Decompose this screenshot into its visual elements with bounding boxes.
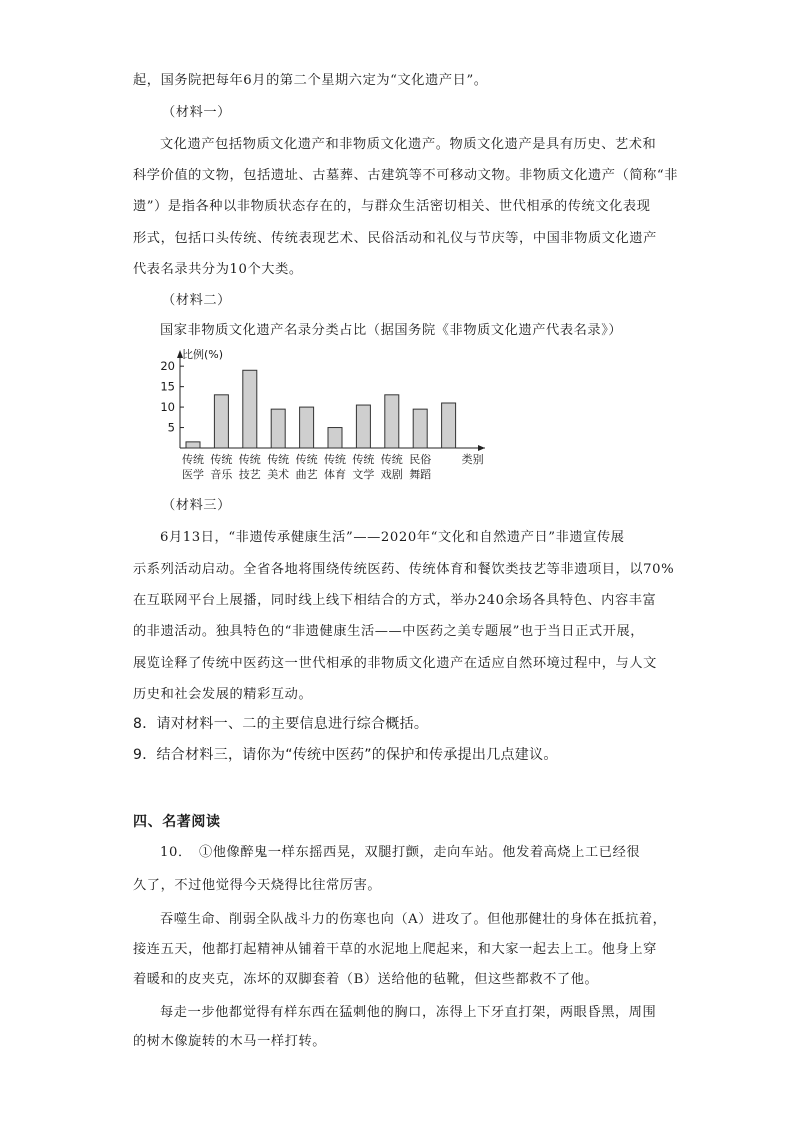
text-line: 吞噬生命、削弱全队战斗力的伤寒也向（A）进攻了。但他那健壮的身体在抵抗着， — [160, 912, 667, 927]
material-heading: （材料一） — [162, 105, 231, 120]
bar — [356, 405, 370, 448]
text-line: 示系列活动启动。全省各地将围绕传统医药、传统体育和餐饮类技艺等非遗项目，以70% — [133, 562, 675, 577]
category-label: 民俗 — [409, 453, 432, 466]
bar — [328, 428, 342, 448]
category-label: 传统 — [238, 453, 261, 466]
text-line: 久了，不过他觉得今天烧得比往常厉害。 — [133, 878, 382, 893]
material-heading: （材料二） — [162, 293, 231, 308]
category-label: 美术 — [267, 468, 290, 481]
chart-title: 国家非物质文化遗产名录分类占比（据国务院《非物质文化遗产代表名录》） — [160, 323, 623, 338]
category-label: 传统 — [324, 453, 346, 466]
question-9: 9．结合材料三，请你为“传统中医药”的保护和传承提出几点建议。 — [133, 747, 558, 763]
category-label: 技艺 — [238, 468, 261, 481]
category-label: 传统 — [210, 453, 233, 466]
category-label: 曲艺 — [295, 468, 318, 481]
bar — [186, 442, 200, 448]
text-line: 起，国务院把每年6月的第二个星期六定为“文化遗产日”。 — [133, 73, 488, 88]
text-line: 的非遗活动。独具特色的“非遗健康生活——中医药之美专题展”也于当日正式开展， — [133, 624, 645, 639]
text-line: 的树木像旋转的木马一样打转。 — [133, 1034, 327, 1049]
bar — [413, 409, 427, 448]
text-line: 遗”）是指各种以非物质状态存在的，与群众生活密切相关、世代相承的传统文化表现 — [133, 199, 651, 214]
y-axis-label: 比例(%) — [182, 348, 224, 361]
section-heading: 四、名著阅读 — [133, 814, 221, 830]
category-label: 传统 — [267, 453, 290, 466]
y-tick-label: 15 — [160, 379, 175, 394]
text-line: 10． ①他像醉鬼一样东摇西晃，双腿打颤，走向车站。他发着高烧上工已经很 — [160, 845, 641, 860]
text-line: 着暖和的皮夹克，冻坏的双脚套着（B）送给他的毡靴，但这些都救不了他。 — [133, 972, 599, 987]
question-8: 8．请对材料一、二的主要信息进行综合概括。 — [133, 716, 429, 732]
category-label: 文学 — [352, 468, 375, 481]
text-line: 展览诠释了传统中医药这一世代相承的非物质文化遗产在适应自然环境过程中，与人文 — [133, 656, 657, 671]
bar — [214, 395, 228, 448]
material-heading: （材料三） — [162, 498, 231, 513]
bar — [385, 395, 399, 448]
text-line: 代表名录共分为10个大类。 — [133, 262, 303, 277]
y-tick-label: 5 — [167, 420, 175, 435]
text-line: 科学价值的文物，包括遗址、古墓葬、古建筑等不可移动文物。非物质文化遗产（简称“非 — [133, 168, 679, 183]
category-label: 音乐 — [210, 468, 233, 481]
text-line: 6月13日，“非遗传承健康生活”——2020年“文化和自然遗产日”非遗宣传展 — [160, 530, 625, 545]
category-label: 传统 — [295, 453, 318, 466]
text-line: 历史和社会发展的精彩互动。 — [133, 687, 313, 702]
text-line: 在互联网平台上展播，同时线上线下相结合的方式，举办240余场各具特色、内容丰富 — [133, 593, 657, 608]
x-axis-arrow — [478, 445, 485, 451]
bar — [243, 370, 257, 448]
category-label: 舞蹈 — [409, 468, 432, 481]
y-tick-label: 10 — [160, 400, 175, 415]
y-tick-label: 20 — [160, 359, 175, 374]
category-label: 医学 — [182, 468, 204, 481]
text-line: 文化遗产包括物质文化遗产和非物质文化遗产。物质文化遗产是具有历史、艺术和 — [160, 137, 657, 152]
bar — [271, 409, 285, 448]
bar-chart — [150, 340, 510, 490]
x-axis-label: 类别 — [461, 453, 484, 466]
bar — [300, 407, 314, 448]
category-label: 传统 — [380, 453, 403, 466]
text-line: 每走一步他都觉得有样东西在猛刺他的胸口，冻得上下牙直打架，两眼昏黑，周围 — [160, 1005, 657, 1020]
category-label: 传统 — [352, 453, 375, 466]
category-label: 体育 — [324, 468, 346, 481]
category-label: 戏剧 — [380, 468, 403, 481]
category-label: 传统 — [182, 453, 204, 466]
text-line: 接连五天，他都打起精神从铺着干草的水泥地上爬起来，和大家一起去上工。他身上穿 — [133, 942, 657, 957]
bar — [442, 403, 456, 448]
text-line: 形式，包括口头传统、传统表现艺术、民俗活动和礼仪与节庆等，中国非物质文化遗产 — [133, 231, 657, 246]
